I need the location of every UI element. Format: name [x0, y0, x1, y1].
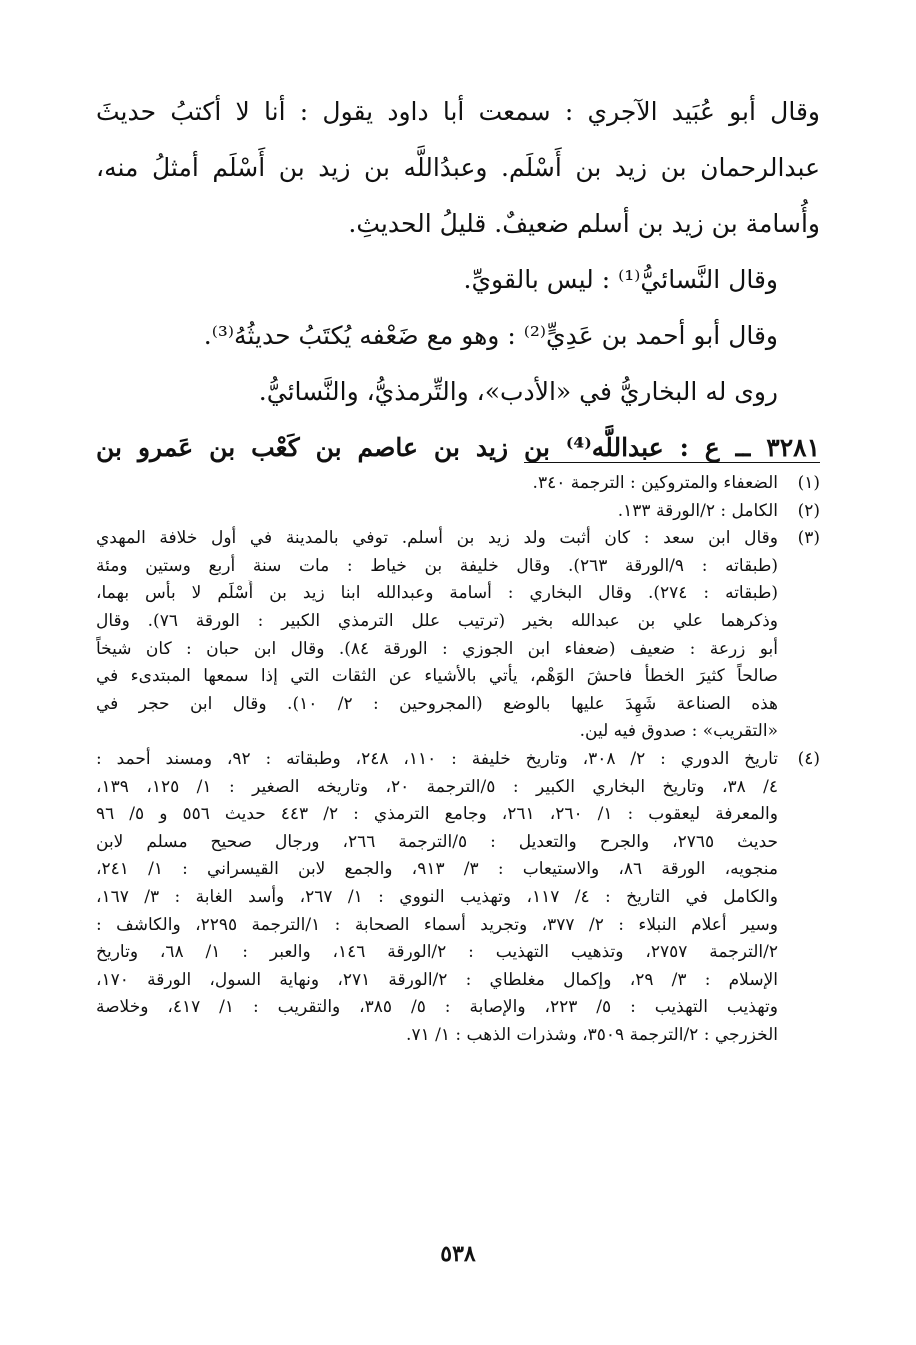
footnote-line: ٤/ ٣٨، وتاريخ البخاري الكبير : ٥/الترجمة ٢٠، وتاريخه الصغير : ١/ ١٢٥، ١٣٩،: [96, 776, 778, 797]
footnote-line: ٢/الترجمة ٢٧٥٧، وتذهيب التهذيب : ٢/الورقة ١٤٦، والعبر : ١/ ٦٨، وتاريخ: [96, 942, 778, 963]
footnote-number: (٤): [797, 748, 820, 769]
footnote-line: وتهذيب التهذيب : ٥/ ٢٢٣، والإصابة : ٥/ ٣٨٥، والتقريب : ١/ ٤١٧، وخلاصة: [96, 997, 778, 1018]
main-line: وقال أبو أحمد بن عَدِيٍّ⁽²⁾ : وهو مع ضَعْفه يُكتَبُ حديثُهُ⁽³⁾.: [203, 321, 778, 350]
footnote: [96, 746, 820, 1050]
footnote-number: (٢): [797, 500, 820, 521]
footnote: [96, 525, 820, 746]
footnote-line: منجويه، الورقة ٨٦، والاستيعاب : ٣/ ٩١٣، والجمع لابن القيسراني : ١/ ٢٤١،: [96, 859, 778, 880]
footnote-line: الكامل : ٢/الورقة ١٣٣.: [617, 500, 778, 521]
main-line: عبدالرحمان بن زيد بن أَسْلَم. وعبدُاللَّه بن زيد بن أَسْلَم أمثلُ منه،: [96, 153, 820, 182]
footnote-line: الضعفاء والمتروكين : الترجمة ٣٤٠.: [532, 473, 778, 493]
main-line: وأُسامة بن زيد بن أسلم ضعيفٌ. قليلُ الحديثِ.: [348, 209, 820, 238]
footnote-line: وذكرهما علي بن عبدالله بخير (ترتيب علل الترمذي الكبير : الورقة ٧٦). وقال: [96, 610, 778, 631]
footnote-line: حديث ٢٧٦٥، والجرح والتعديل : ٥/الترجمة ٢٦٦، ورجال صحيح مسلم لابن: [96, 831, 778, 852]
footnote-separator: [524, 462, 820, 463]
footnote-line: (طبقاته : ٩/الورقة ٢٦٣). وقال خليفة بن خياط : مات سنة أربع وستين ومئة: [96, 555, 778, 576]
footnote-line: هذه الصناعة شَهِدَ عليها بالوضع (المجروحين : ٢/ ١٠). وقال ابن حجر في: [96, 693, 778, 714]
footnotes: [96, 470, 820, 1049]
footnote-line: (طبقاته : ٢٧٤). وقال البخاري : أسامة وعبدالله ابنا زيد بن أَسْلَم لا بأس بهما،: [96, 583, 778, 604]
main-line: روى له البخاريُّ في «الأدب»، والتِّرمذيُّ، والنَّسائيُّ.: [258, 377, 778, 406]
footnote-line: والمعرفة ليعقوب : ١/ ٢٦٠، ٢٦١، وجامع الترمذي : ٢/ ٤٤٣ حديث ٥٥٦ و ٥/ ٩٦: [96, 804, 778, 825]
footnote-line: تاريخ الدوري : ٢/ ٣٠٨، وتاريخ خليفة : ١١٠، ٢٤٨، وطبقاته : ٩٢، ومسند أحمد :: [96, 748, 778, 769]
footnote-line: «التقريب» : صدوق فيه لين.: [579, 721, 778, 742]
footnote-line: الإسلام : ٣/ ٢٩، وإكمال مغلطاي : ٢/الورقة ٢٧١، ونهاية السول، الورقة ١٧٠،: [96, 969, 778, 990]
main-line: وقال أبو عُبَيد الآجري : سمعت أبا داود يقول : أنا لا أكتبُ حديثَ: [96, 97, 820, 126]
footnote-line: وسير أعلام النبلاء : ٢/ ٣٧٧، وتجريد أسماء الصحابة : ١/الترجمة ٢٢٩٥، والكاشف :: [96, 914, 778, 935]
footnote-line: أبو زرعة : ضعيف (ضعفاء ابن الجوزي : الورقة ٨٤). وقال ابن حبان : كان شيخاً: [96, 638, 778, 659]
footnote: [96, 470, 820, 498]
footnote: [96, 498, 820, 526]
entry-heading-line: ٣٢٨١ ــ ع : عبداللَّه⁽⁴⁾ بن زيد بن عاصم بن كَعْب بن عَمرو بن: [96, 433, 820, 462]
page-number: ٥٣٨: [440, 1241, 476, 1267]
main-text: [96, 84, 820, 476]
footnote-line: والكامل في التاريخ : ٤/ ١١٧، وتهذيب النووي : ١/ ٢٦٧، وأسد الغابة : ٣/ ١٦٧،: [96, 886, 778, 907]
footnote-number: (٣): [797, 528, 820, 549]
footnote-line: وقال ابن سعد : كان أثبت ولد زيد بن أسلم. توفي بالمدينة في أول خلافة المهدي: [96, 528, 778, 549]
footnote-number: (١): [797, 473, 820, 493]
footnote-line: الخزرجي : ٢/الترجمة ٣٥٠٩، وشذرات الذهب : ١/ ٧١.: [406, 1024, 778, 1045]
footnote-line: صالحاً كثيرَ الخطأ فاحشَ الوَهْم، يأتي بالأشياء عن الثقات التي إذا سمعها المبتدىء في: [96, 666, 778, 687]
main-line: وقال النَّسائيُّ⁽¹⁾ : ليس بالقويِّ.: [463, 265, 778, 294]
